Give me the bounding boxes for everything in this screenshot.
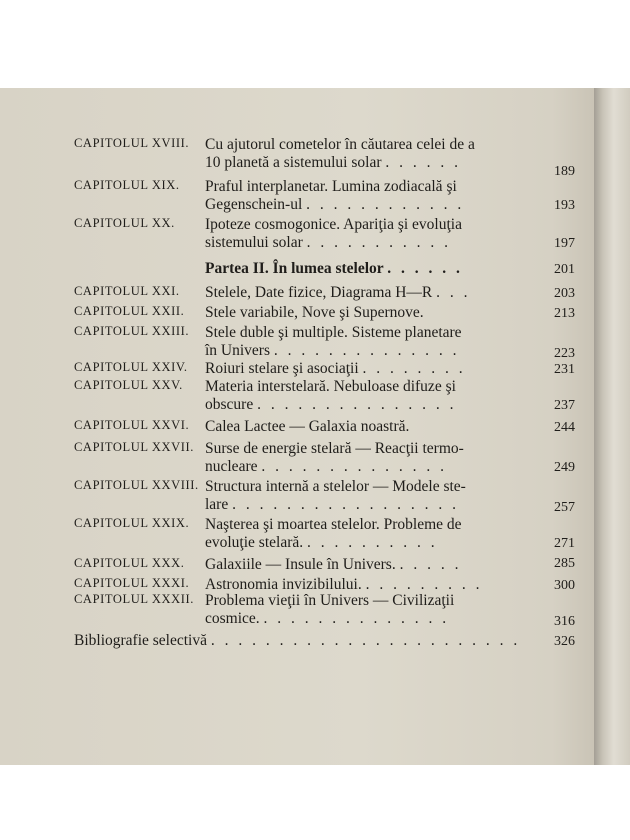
page-number: 257 — [554, 500, 575, 515]
title-text: Surse de energie stelară — Reacţii termo- — [205, 440, 464, 457]
title-line — [205, 260, 535, 278]
chapter-number: CAPITOLUL XXI. — [74, 284, 180, 298]
chapter-title — [205, 260, 535, 278]
dot-leader: . . . . . . . . . . . . . . — [273, 342, 460, 359]
title-line — [205, 178, 535, 196]
dot-leader: . . . . . . . . . . . . . . . . . . . . . . . — [210, 632, 521, 649]
title-line — [205, 396, 535, 414]
dot-leader: . . . . . . . . . . . . . . — [263, 610, 450, 627]
title-text: obscure — [205, 396, 254, 413]
title-text: Materia interstelară. Nebuloase difuze şi — [205, 378, 456, 395]
page-number: 189 — [554, 164, 575, 179]
title-text: cosmice. — [205, 610, 260, 627]
chapter-title — [205, 440, 535, 476]
table-of-contents — [0, 88, 600, 765]
title-text: Problema vieţii în Univers — Civilizaţii — [205, 592, 455, 609]
page-number: 244 — [554, 420, 575, 435]
title-text: în Univers — [205, 342, 271, 359]
title-text: Stele duble şi multiple. Sisteme planetare — [205, 324, 462, 341]
page-number: 223 — [554, 346, 575, 361]
chapter-number: CAPITOLUL XXVIII. — [74, 478, 199, 492]
title-line — [205, 592, 535, 610]
title-text: Stelele, Date fizice, Diagrama H—R — [205, 284, 433, 301]
title-text: nucleare — [205, 458, 258, 475]
chapter-title — [205, 284, 535, 302]
title-text: Roiuri stelare şi asociaţii — [205, 360, 359, 377]
title-line — [205, 440, 535, 458]
dot-leader: . . . . . . . . . . . . — [306, 196, 465, 213]
title-line — [205, 378, 535, 396]
title-line — [205, 154, 535, 172]
chapter-number: CAPITOLUL XIX. — [74, 178, 180, 192]
title-line — [205, 418, 535, 436]
title-text: Calea Lactee — Galaxia noastră. — [205, 418, 410, 435]
title-line — [205, 216, 535, 234]
chapter-title — [205, 516, 535, 552]
title-line — [205, 610, 535, 628]
dot-leader: . . . . . . . . . . — [307, 534, 438, 551]
page-number: 203 — [554, 286, 575, 301]
chapter-number: CAPITOLUL XXII. — [74, 304, 185, 318]
title-line — [205, 136, 535, 154]
chapter-number: CAPITOLUL XXV. — [74, 378, 183, 392]
chapter-title — [205, 418, 535, 436]
dot-leader: . . . . . . . . . . . . . . . . . — [232, 496, 459, 513]
chapter-number: CAPITOLUL XVIII. — [74, 136, 190, 150]
title-text: Galaxiile — Insule în Univers. — [205, 556, 396, 573]
page-number: 193 — [554, 198, 575, 213]
chapter-number: CAPITOLUL XXXI. — [74, 576, 190, 590]
title-text: 10 planetă a sistemului solar — [205, 154, 382, 171]
chapter-number: CAPITOLUL XXIII. — [74, 324, 190, 338]
title-text: Bibliografie selectivă — [74, 632, 207, 649]
dot-leader: . . . . . . — [385, 154, 461, 171]
title-line — [74, 632, 521, 650]
page-number: 213 — [554, 306, 575, 321]
dot-leader: . . . — [436, 284, 471, 301]
page-number: 271 — [554, 536, 575, 551]
title-text: Praful interplanetar. Lumina zodiacală şi — [205, 178, 457, 195]
title-line — [205, 556, 535, 574]
title-text: Gegenschein-ul — [205, 196, 303, 213]
title-text: Ipoteze cosmogonice. Apariţia şi evoluţia — [205, 216, 462, 233]
chapter-title — [205, 592, 535, 628]
title-line — [205, 478, 535, 496]
title-line — [205, 284, 535, 302]
dot-leader: . . . . . . . . . . . . . . . — [257, 396, 457, 413]
title-text: Partea II. În lumea stelelor — [205, 260, 384, 277]
title-line — [205, 324, 535, 342]
dot-leader: . . . . . . — [387, 260, 463, 277]
chapter-number: CAPITOLUL XXVI. — [74, 418, 190, 432]
title-text: evoluţie stelară. — [205, 534, 304, 551]
dot-leader: . . . . . — [399, 556, 462, 573]
page-number: 201 — [554, 262, 575, 277]
chapter-number: CAPITOLUL XXIX. — [74, 516, 190, 530]
page-number: 300 — [554, 578, 575, 593]
chapter-number: CAPITOLUL XXIV. — [74, 360, 188, 374]
title-text: Naşterea şi moartea stelelor. Probleme de — [205, 516, 462, 533]
chapter-number: CAPITOLUL XXX. — [74, 556, 185, 570]
title-line — [205, 360, 535, 378]
book-photo — [0, 88, 630, 765]
chapter-number: CAPITOLUL XX. — [74, 216, 175, 230]
title-text: Structura internă a stelelor — Modele ste- — [205, 478, 466, 495]
title-text: Astronomia invizibilului. — [205, 576, 362, 593]
page-number: 197 — [554, 236, 575, 251]
chapter-title — [74, 632, 521, 650]
page-number: 316 — [554, 614, 575, 629]
chapter-title — [205, 136, 535, 172]
chapter-title — [205, 378, 535, 414]
title-line — [205, 496, 535, 514]
chapter-title — [205, 216, 535, 252]
title-line — [205, 304, 535, 322]
title-line — [205, 196, 535, 214]
dot-leader: . . . . . . . . . . . — [306, 234, 451, 251]
page-number: 249 — [554, 460, 575, 475]
title-line — [205, 458, 535, 476]
chapter-title — [205, 304, 535, 322]
chapter-title — [205, 324, 535, 360]
page-number: 237 — [554, 398, 575, 413]
page-number: 326 — [554, 634, 575, 649]
chapter-number: CAPITOLUL XXXII. — [74, 592, 195, 606]
title-line — [205, 534, 535, 552]
title-line — [205, 234, 535, 252]
dot-leader: . . . . . . . . — [362, 360, 466, 377]
page-number: 231 — [554, 362, 575, 377]
chapter-title — [205, 556, 535, 574]
title-text: Cu ajutorul cometelor în căutarea celei de a — [205, 136, 475, 153]
dot-leader: . . . . . . . . . — [365, 576, 483, 593]
dot-leader: . . . . . . . . . . . . . . — [261, 458, 447, 475]
chapter-title — [205, 478, 535, 514]
title-line — [205, 342, 535, 360]
page-number: 285 — [554, 556, 575, 571]
chapter-number: CAPITOLUL XXVII. — [74, 440, 195, 454]
chapter-title — [205, 360, 535, 378]
title-text: lare — [205, 496, 229, 513]
title-text: sistemului solar — [205, 234, 303, 251]
title-line — [205, 516, 535, 534]
title-text: Stele variabile, Nove şi Supernove. — [205, 304, 424, 321]
chapter-title — [205, 178, 535, 214]
